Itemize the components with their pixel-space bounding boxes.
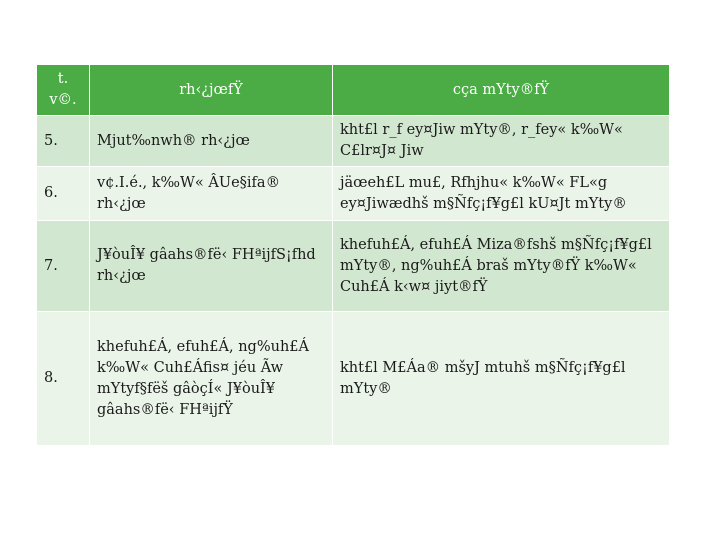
table-row [37,221,670,312]
table-header-row [37,65,670,116]
header-serial-number: t. v©. [37,65,90,116]
row-certificate: J¥òuÎ¥ gâahs®fë‹ FHªijfS¡fhd rh‹¿jœ [90,221,333,312]
row-official: jäœeh£L mu£, Rfhjhu« k‰W« FL«g ey¤Jiwædhš m§Ñfç¡f¥g£l kU¤Jt mYty® [333,167,670,221]
table-row [37,312,670,446]
row-serial: 6. [37,167,90,221]
header-officials: cça mYty®fŸ [333,65,670,116]
row-certificate: Mjut‰nwh® rh‹¿jœ [90,116,333,167]
row-official: kht£l M£Áa® mšyJ mtuhš m§Ñfç¡f¥g£l mYty® [333,312,670,446]
row-serial: 7. [37,221,90,312]
data-table [36,64,670,446]
row-serial: 8. [37,312,90,446]
row-certificate: khefuh£Á, efuh£Á, ng%uh£Á k‰W« Cuh£Áfis¤ jéu Ãw mYtyf§fëš gâòçÍ« J¥òuÎ¥ gâahs®fë‹ FHªijfŸ [90,312,333,446]
row-serial: 5. [37,116,90,167]
header-certificate: rh‹¿jœfŸ [90,65,333,116]
row-official: khefuh£Á, efuh£Á Miza®fshš m§Ñfç¡f¥g£l mYty®, ng%uh£Á braš mYty®fŸ k‰W« Cuh£Á k‹w¤ jiyt®fŸ [333,221,670,312]
row-certificate: v¢.I.é., k‰W« ÂUe§ifa® rh‹¿jœ [90,167,333,221]
table-row [37,116,670,167]
row-official: kht£l r_f ey¤Jiw mYty®, r_fey« k‰W« C£lr¤J¤ Jiw [333,116,670,167]
table-row [37,167,670,221]
